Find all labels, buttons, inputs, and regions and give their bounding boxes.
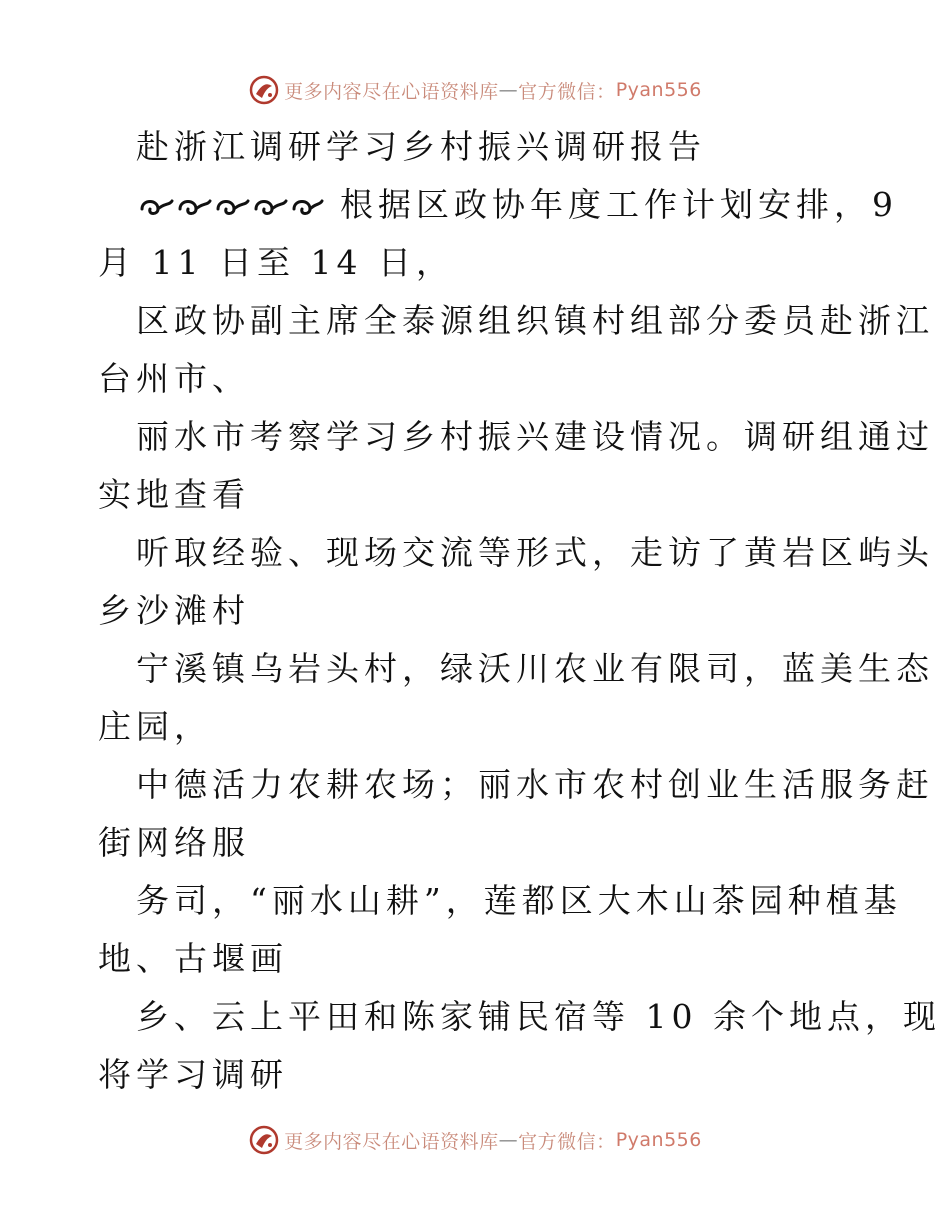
watermark-logo-icon bbox=[248, 74, 280, 106]
paragraph-line: 月 11 日至 14 日， bbox=[98, 243, 454, 282]
footer-watermark bbox=[0, 1120, 950, 1160]
paragraph-line: 台州市、 bbox=[98, 359, 250, 398]
watermark-wechat-id: Pyan556 bbox=[615, 1129, 702, 1151]
watermark-text: 更多内容尽在心语资料库 bbox=[284, 1130, 499, 1153]
paragraph-line: 庄园， bbox=[98, 707, 212, 746]
watermark-separator: — bbox=[498, 79, 519, 101]
paragraph-line: 听取经验、现场交流等形式，走访了黄岩区屿头 bbox=[136, 533, 934, 572]
watermark-suffix: 官方微信： bbox=[518, 1130, 616, 1153]
paragraph-line: 实地查看 bbox=[98, 475, 250, 514]
header-watermark bbox=[0, 70, 950, 110]
document-body bbox=[98, 118, 941, 1104]
paragraph-line: 中德活力农耕农场；丽水市农村创业生活服务赶 bbox=[136, 765, 934, 804]
watermark-suffix: 官方微信： bbox=[518, 80, 616, 103]
paragraph-line: 区政协副主席全泰源组织镇村组部分委员赴浙江 bbox=[136, 301, 934, 340]
paragraph-text: 根据区政协年度工作计划安排，9 bbox=[340, 185, 898, 224]
paragraph-line: 街网络服 bbox=[98, 823, 250, 862]
paragraph-line: 宁溪镇乌岩头村，绿沃川农业有限司，蓝美生态 bbox=[136, 649, 934, 688]
document-title: 赴浙江调研学习乡村振兴调研报告 bbox=[136, 127, 706, 166]
paragraph-line: 将学习调研 bbox=[98, 1055, 288, 1094]
watermark-wechat-id: Pyan556 bbox=[615, 79, 702, 101]
paragraph-line: 地、古堰画 bbox=[98, 939, 288, 978]
decorative-swirl-icon bbox=[136, 193, 326, 221]
paragraph-line: 丽水市考察学习乡村振兴建设情况。调研组通过 bbox=[136, 417, 934, 456]
watermark-text: 更多内容尽在心语资料库 bbox=[284, 80, 499, 103]
paragraph-line: 务司，“丽水山耕”，莲都区大木山茶园种植基 bbox=[136, 881, 902, 920]
paragraph-line bbox=[98, 176, 898, 234]
paragraph-line: 乡、云上平田和陈家铺民宿等 10 余个地点，现 bbox=[136, 997, 941, 1036]
paragraph-line: 乡沙滩村 bbox=[98, 591, 250, 630]
watermark-separator: — bbox=[498, 1129, 519, 1151]
watermark-logo-icon bbox=[248, 1124, 280, 1156]
